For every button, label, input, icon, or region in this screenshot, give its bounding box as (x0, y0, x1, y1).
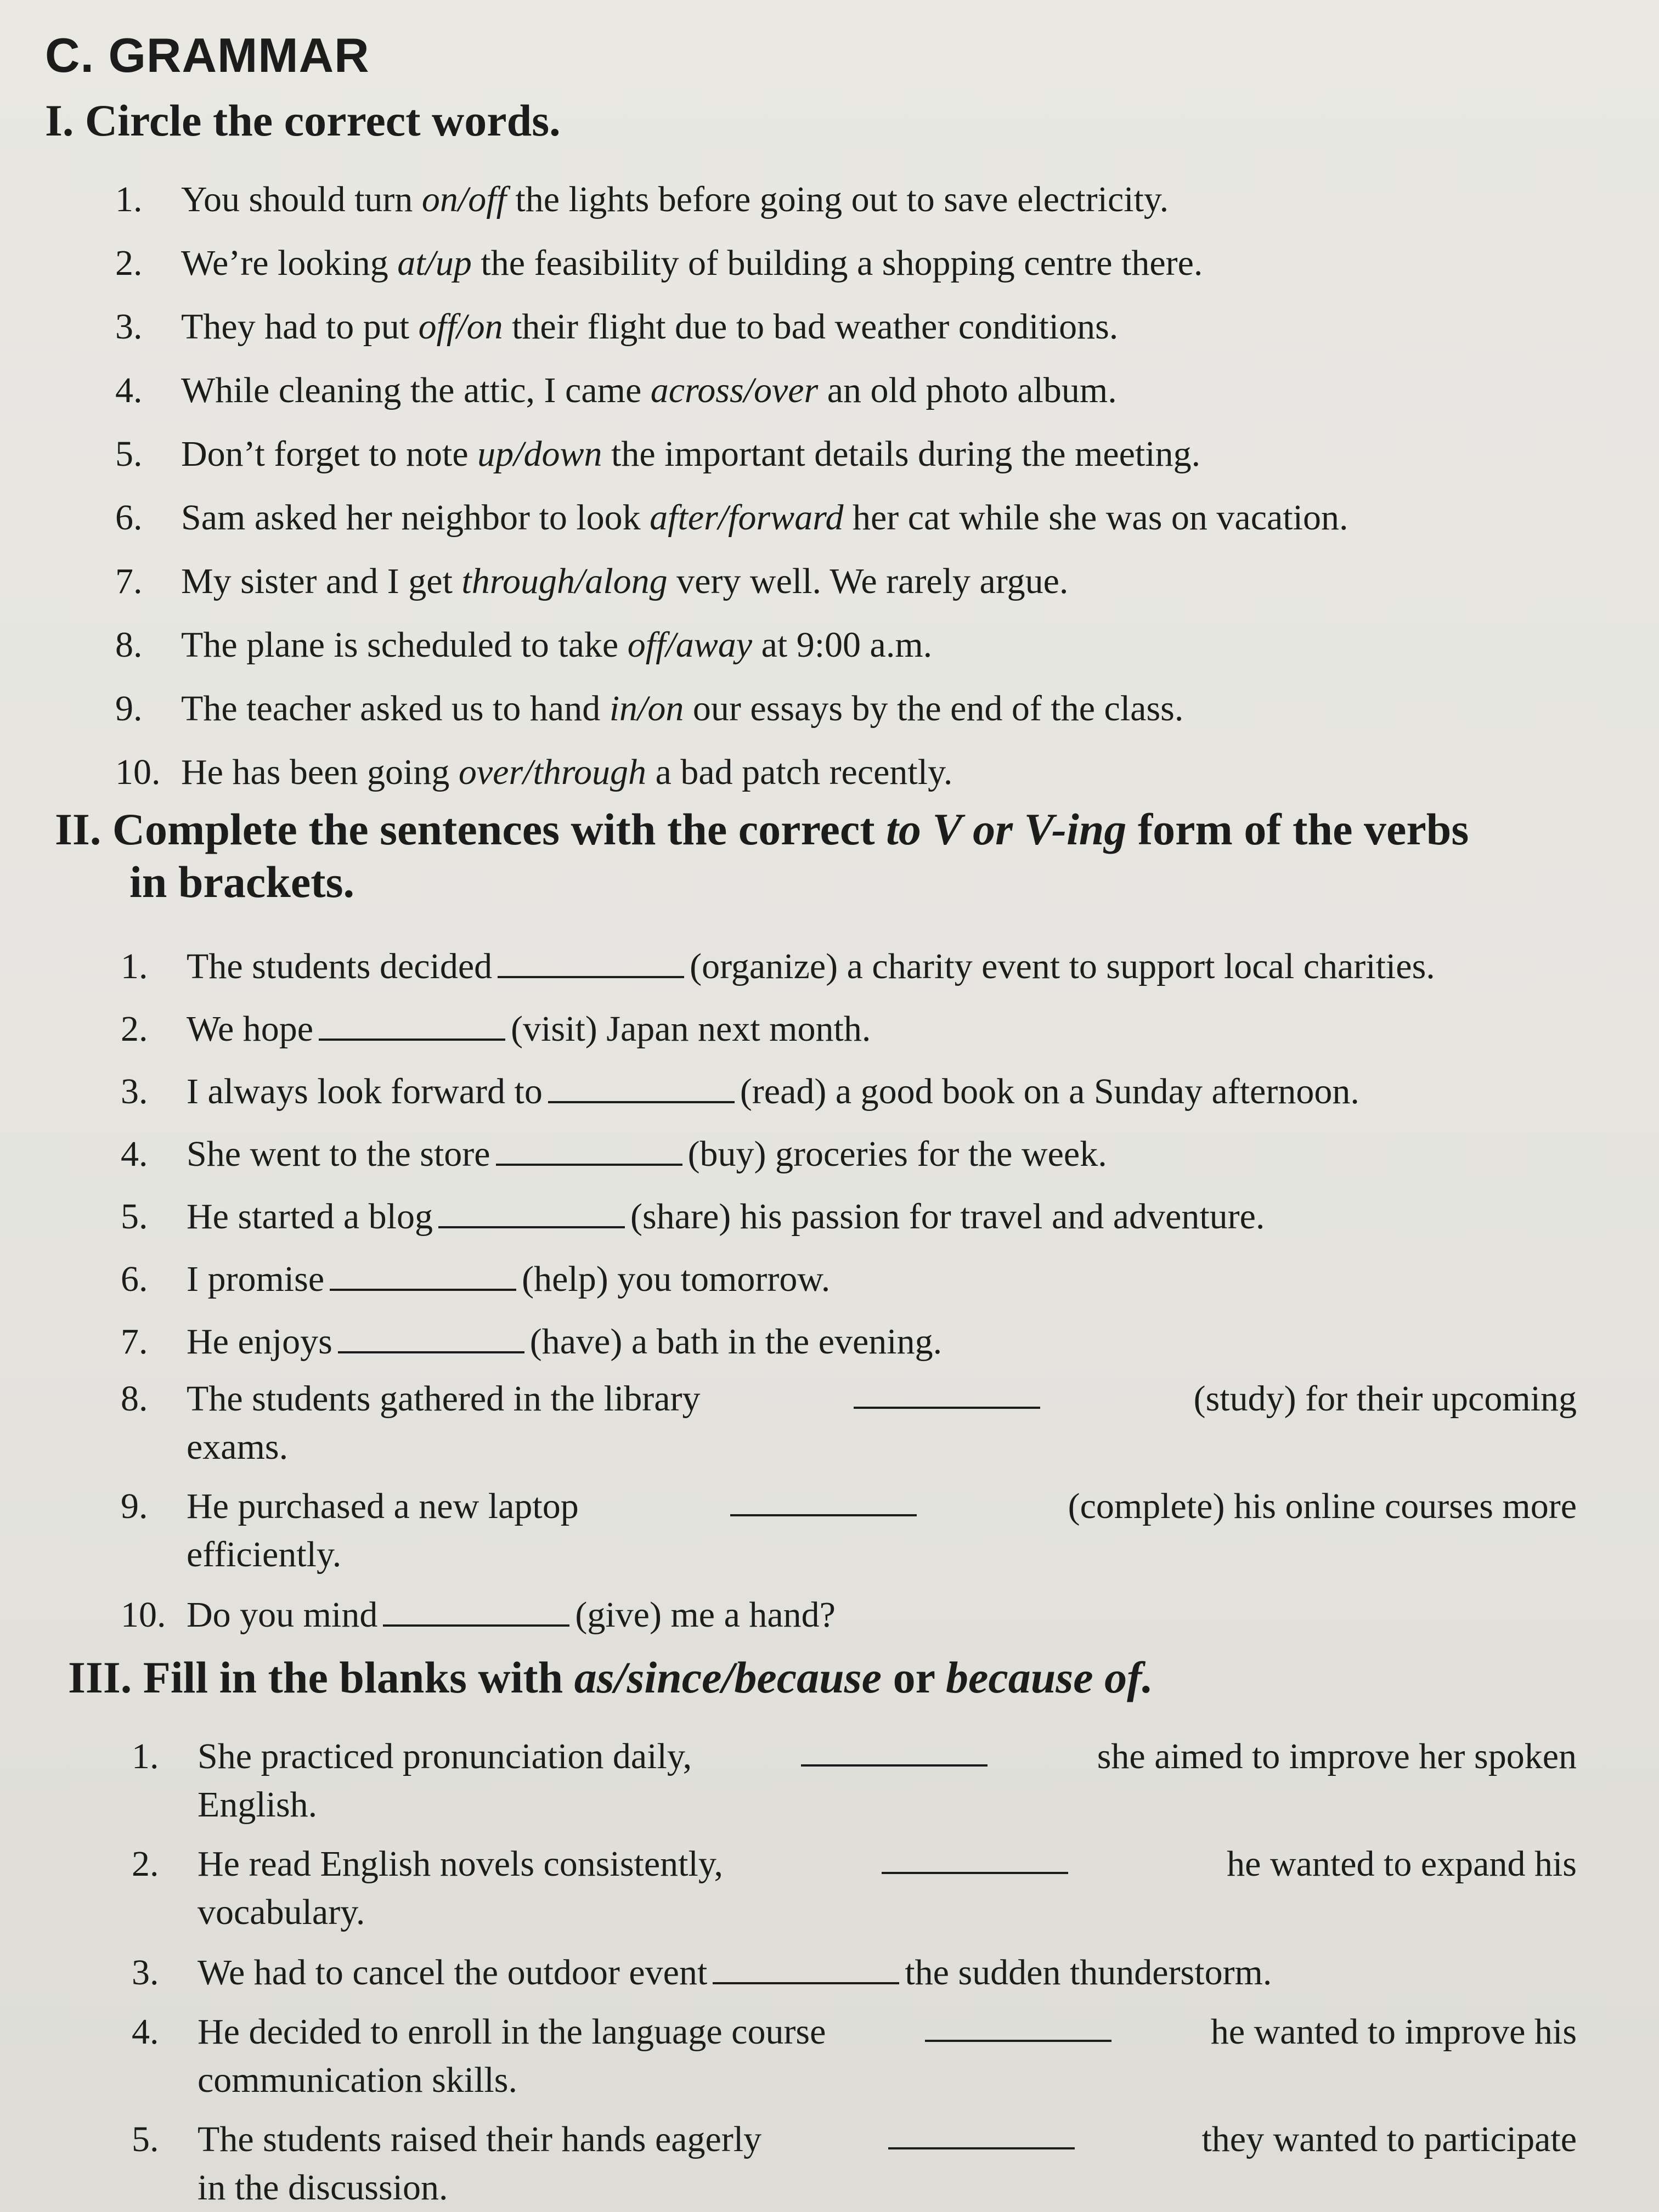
item-number: 3. (115, 307, 143, 347)
item-number: 1. (121, 946, 148, 986)
item-text: (share) his passion for travel and adventure. (630, 1197, 1265, 1237)
item-number: 6. (121, 1259, 148, 1299)
item-text: She went to the store (187, 1134, 490, 1174)
item-number: 8. (121, 1379, 148, 1419)
item-text: The students raised their hands eagerly (198, 2119, 762, 2159)
item-continuation: efficiently. (187, 1534, 342, 1575)
answer-blank[interactable] (925, 2008, 1111, 2042)
item-line-rest (198, 2008, 1577, 2056)
item-text: (have) a bath in the evening. (529, 1322, 943, 1362)
item-number: 7. (115, 561, 143, 601)
item-text: I always look forward to (187, 1071, 543, 1111)
part2-item-1 (121, 943, 1577, 991)
item-text: her cat while she was on vacation. (843, 498, 1348, 538)
item-text: You should turn (181, 179, 422, 219)
part3-item-2 (132, 1840, 1577, 1937)
heading-line2: in brackets. (129, 857, 354, 907)
item-text: Do you mind (187, 1595, 378, 1635)
answer-blank[interactable] (330, 1257, 516, 1291)
part3-heading (68, 1651, 1153, 1704)
item-text: (buy) groceries for the week. (687, 1134, 1107, 1174)
item-text: The teacher asked us to hand (181, 689, 610, 729)
item-text: (study) for their upcoming (1193, 1379, 1577, 1419)
answer-blank[interactable] (801, 1733, 988, 1767)
item-line-rest (198, 1733, 1577, 1781)
item-text: our essays by the end of the class. (684, 689, 1184, 729)
item-text: She practiced pronunciation daily, (198, 1736, 692, 1776)
answer-blank[interactable] (438, 1194, 625, 1228)
item-text: We had to cancel the outdoor event (198, 1953, 708, 1993)
item-number: 9. (121, 1486, 148, 1526)
part1-item-4 (115, 366, 1577, 415)
part3-item-5 (132, 2115, 1577, 2212)
item-number: 5. (115, 434, 143, 474)
answer-blank[interactable] (854, 1375, 1040, 1409)
word-choice[interactable]: on/off (421, 179, 506, 219)
heading-text: or (882, 1652, 946, 1702)
heading-text: II. Complete the sentences with the correct (55, 804, 887, 854)
answer-blank[interactable] (882, 1840, 1068, 1874)
item-number: 1. (115, 179, 143, 219)
item-number: 2. (121, 1009, 148, 1049)
item-text: (complete) his online courses more (1068, 1486, 1577, 1526)
heading-italic: to V or V-ing (886, 804, 1127, 854)
part1-item-10 (115, 748, 1577, 797)
answer-blank[interactable] (730, 1482, 917, 1516)
part1-item-5 (115, 430, 1577, 478)
item-number: 4. (132, 2012, 159, 2052)
item-text: We hope (187, 1009, 314, 1049)
part1-item-8 (115, 621, 1577, 669)
part2-item-5 (121, 1193, 1577, 1241)
part2-item-10 (121, 1591, 1577, 1639)
item-text: They had to put (181, 307, 419, 347)
item-line-rest (187, 1482, 1577, 1531)
item-number: 2. (115, 243, 143, 283)
item-number: 6. (115, 498, 143, 538)
part1-item-2 (115, 239, 1577, 287)
part2-item-8 (121, 1375, 1577, 1471)
item-text: We’re looking (181, 243, 398, 283)
item-text: He has been going (181, 752, 459, 792)
item-text: (give) me a hand? (575, 1595, 836, 1635)
item-number: 1. (132, 1736, 159, 1776)
item-text: the sudden thunderstorm. (905, 1953, 1272, 1993)
item-text: the important details during the meeting. (602, 434, 1201, 474)
item-text: He started a blog (187, 1197, 433, 1237)
part2-item-7 (121, 1318, 1577, 1366)
part1-item-9 (115, 685, 1577, 733)
heading-text: III. Fill in the blanks with (68, 1652, 574, 1702)
item-text: Don’t forget to note (181, 434, 478, 474)
item-text: very well. We rarely argue. (667, 561, 1069, 601)
part3-item-3 (132, 1949, 1577, 1997)
heading-italic: because of. (945, 1652, 1153, 1702)
part1-item-3 (115, 303, 1577, 351)
item-line (121, 1482, 1577, 1531)
item-line-rest (198, 1840, 1577, 1888)
item-number: 4. (115, 370, 143, 410)
item-text: they wanted to participate (1201, 2119, 1577, 2159)
item-continuation: exams. (187, 1427, 289, 1467)
part2-heading (55, 803, 1469, 909)
item-text: Sam asked her neighbor to look (181, 498, 650, 538)
word-choice[interactable]: after/forward (650, 498, 844, 538)
item-text: I promise (187, 1259, 325, 1299)
item-number: 3. (121, 1071, 148, 1111)
answer-blank[interactable] (888, 2115, 1075, 2149)
item-text: she aimed to improve her spoken (1097, 1736, 1577, 1776)
item-text: (visit) Japan next month. (511, 1009, 871, 1049)
part1-item-7 (115, 557, 1577, 606)
word-choice[interactable]: through/along (461, 561, 668, 601)
item-text: The students decided (187, 946, 493, 986)
item-text: (read) a good book on a Sunday afternoon. (740, 1071, 1359, 1111)
word-choice[interactable]: over/through (458, 752, 647, 792)
item-number: 7. (121, 1322, 148, 1362)
part3-item-4 (132, 2008, 1577, 2104)
item-text: at 9:00 a.m. (752, 625, 933, 665)
item-text: The plane is scheduled to take (181, 625, 628, 665)
answer-blank[interactable] (548, 1069, 735, 1103)
item-text: a bad patch recently. (646, 752, 953, 792)
item-text: While cleaning the attic, I came (181, 370, 651, 410)
item-text: The students gathered in the library (187, 1379, 701, 1419)
item-text: the feasibility of building a shopping centre there. (471, 243, 1203, 283)
answer-blank[interactable] (496, 1132, 682, 1166)
part3-item-1 (132, 1733, 1577, 1829)
answer-blank[interactable] (713, 1950, 899, 1984)
item-line (121, 1375, 1577, 1423)
item-number: 8. (115, 625, 143, 665)
section-title: C. GRAMMAR (45, 28, 370, 82)
item-number: 4. (121, 1134, 148, 1174)
heading-text: form of the verbs (1126, 804, 1469, 854)
item-text: the lights before going out to save electricity. (506, 179, 1169, 219)
item-number: 5. (132, 2119, 159, 2159)
word-choice[interactable]: at/up (397, 243, 472, 283)
item-number: 3. (132, 1953, 159, 1993)
part2-item-9 (121, 1482, 1577, 1579)
word-choice[interactable]: across/over (650, 370, 819, 410)
item-line (132, 1733, 1577, 1781)
word-choice[interactable]: up/down (477, 434, 602, 474)
item-number: 5. (121, 1197, 148, 1237)
item-text: He purchased a new laptop (187, 1486, 579, 1526)
item-text: (organize) a charity event to support local charities. (690, 946, 1435, 986)
answer-blank[interactable] (319, 1007, 505, 1041)
item-text: he wanted to expand his (1227, 1844, 1577, 1884)
word-choice[interactable]: in/on (609, 689, 684, 729)
item-text: (help) you tomorrow. (522, 1259, 831, 1299)
item-text: He read English novels consistently, (198, 1844, 724, 1884)
part1-heading: I. Circle the correct words. (45, 95, 561, 145)
answer-blank[interactable] (338, 1319, 524, 1353)
part2-item-2 (121, 1005, 1577, 1053)
item-continuation: English. (198, 1785, 318, 1825)
part1-item-6 (115, 494, 1577, 542)
item-continuation: in the discussion. (198, 2168, 448, 2208)
item-line (132, 2115, 1577, 2164)
item-line-rest (187, 1375, 1577, 1423)
item-text: He enjoys (187, 1322, 332, 1362)
word-choice[interactable]: off/away (627, 625, 753, 665)
part1-item-1 (115, 176, 1577, 224)
part2-item-3 (121, 1068, 1577, 1116)
item-text: He decided to enroll in the language course (198, 2012, 826, 2052)
answer-blank[interactable] (498, 944, 684, 978)
item-text: an old photo album. (818, 370, 1117, 410)
item-line (132, 1840, 1577, 1888)
answer-blank[interactable] (383, 1593, 569, 1627)
item-line (132, 2008, 1577, 2056)
word-choice[interactable]: off/on (418, 307, 503, 347)
part2-item-6 (121, 1255, 1577, 1304)
item-text: he wanted to improve his (1210, 2012, 1577, 2052)
heading-italic: as/since/because (574, 1652, 882, 1702)
item-number: 10. (121, 1595, 166, 1635)
item-number: 10. (115, 752, 161, 792)
part2-item-4 (121, 1130, 1577, 1178)
item-continuation: vocabulary. (198, 1892, 365, 1932)
item-text: My sister and I get (181, 561, 462, 601)
item-number: 2. (132, 1844, 159, 1884)
item-continuation: communication skills. (198, 2060, 517, 2100)
item-number: 9. (115, 689, 143, 729)
item-text: their flight due to bad weather conditions. (503, 307, 1119, 347)
item-line-rest (198, 2115, 1577, 2164)
